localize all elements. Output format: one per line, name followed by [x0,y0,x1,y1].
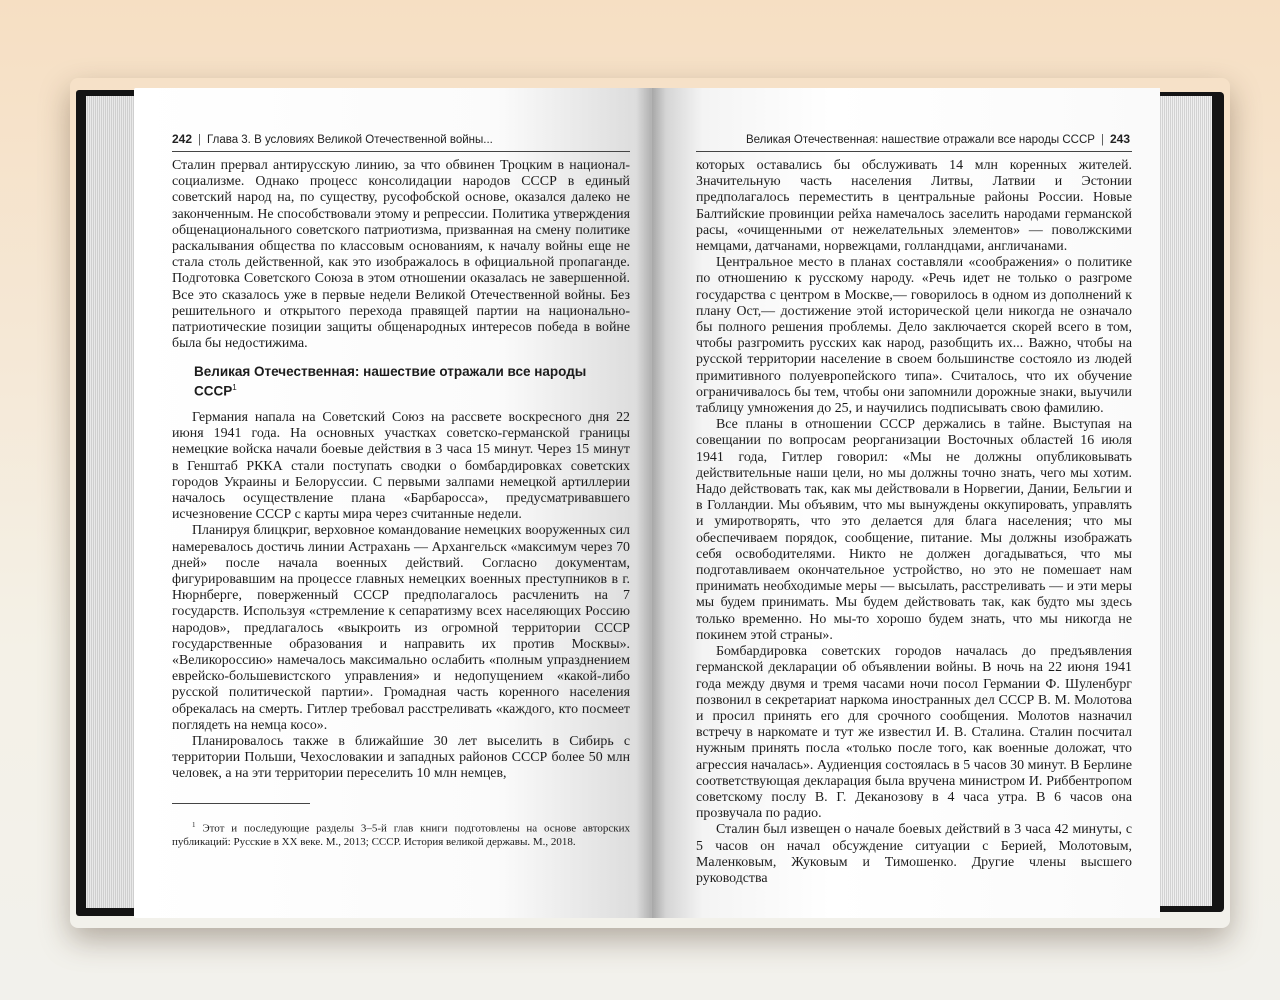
footnote [172,818,630,850]
footnote-mark: 1 [232,383,237,393]
right-header-rule [696,151,1132,152]
left-header-rule [172,151,630,152]
paragraph: Все планы в отношении СССР держались в тайне. Выступая на совещании по вопросам реорганизации Восточных областей 16 июля 1941 года, Гитлер говорил: «Мы не должны опубликовывать действительные наши цели, но мы должны точно знать, чего мы хотим. Надо действовать так, как мы действовали в Норвегии, Дании, Бельгии и в Голландии. Мы объявим, что мы вынуждены оккупировать, управлять и умиротворять, что это делается для блага населения; что мы обеспечиваем порядок, сообщение, питание. Мы должны изображать себя освободителями. Никто не должен догадываться, что мы подготавливаем окончательное устройство, но это не помешает нам принимать необходимые меры — высылать, расстреливать — и эти меры мы будем принимать. Мы будем действовать так, как будто мы здесь только временно. Но мы-то хорошо будем знать, что мы никогда не покинем этой страны». [696,417,1132,643]
right-page-header [746,132,1130,146]
paragraph: которых оставались бы обслуживать 14 млн коренных жителей. Значительную часть населения Литвы, Латвии и Эстонии предполагалось переместить в центральные районы России. Новые Балтийские провинции рейха намечалось заселить народами германской расы, «очищенными от нежелательных элементов» — поволжскими немцами, датчанами, норвежцами, голландцами, англичанами. [696,158,1132,255]
left-page [134,88,654,918]
paragraph: Центральное место в планах составляли «соображения» о политике по отношению к русскому народу. «Речь идет не только о разгроме государства с центром в Москве,— говорилось в одном из дополнений к плану Ост,— достижение этой исторической цели никогда не означало бы полного решения проблемы. Дело заключается скорей всего в том, чтобы разгромить русских как народ, разобщить их... Важно, чтобы на русской территории население в своем большинстве состояло из людей примитивного полуевропейского типа». Считалось, что их обучение ограничивалось бы тем, чтобы они запомнили дорожные знаки, выучили таблицу умножения до 25, и научились подписывать свою фамилию. [696,255,1132,417]
paragraph: Планируя блицкриг, верховное командование немецких вооруженных сил намеревалось достичь линии Астрахань — Архангельск «максимум через 70 дней» после начала военных действий. Согласно документам, фигурировавшим на процессе главных немецких военных преступников в г. Нюрнберге, поверженный СССР предполагалось расчленить на 7 государств. Используя «стремление к сепаратизму всех населяющих Россию народов», предлагалось «выкроить из огромной территории СССР государственные образования и направить их против Москвы». «Великороссию» намечалось максимально ослабить «полным упразднением еврейско-большевистского управления» и недопущением «какой-либо русской политической партии». Громадная часть коренного населения обрекалась на смерть. Гитлер требовал расстреливать «каждого, кто посмеет поглядеть на немца косо». [172,523,630,733]
paragraph: Сталин прервал антирусскую линию, за что обвинен Троцким в национал-социализме. Однако процесс консолидации народов СССР в единый советский народ на, по существу, русофобской основе, оказался далеко не законченным. Не способствовали этому и репрессии. Политика утверждения общенационального советского патриотизма, призванная на смену политике раскалывания общества по классовым основаниям, к началу войны еще не стала столь действенной, как это изображалось в официальной пропаганде. Подготовка Советского Союза в этом отношении оказалась не завершенной. Все это сказалось уже в первые недели Великой Отечественной войны. Без решительного и открытого перехода правящей партии на национально-патриотические позиции защиты общенародных интересов победа в войне была бы недостижима. [172,158,630,352]
right-running-head: Великая Отечественная: нашествие отражали все народы СССР [745,134,1095,146]
paragraph: Бомбардировка советских городов началась до предъявления германской декларации об объявлении войны. В ночь на 22 июня 1941 года между двумя и тремя часами ночи посол Германии Ф. Шуленбург позвонил в секретариат наркома иностранных дел СССР В. М. Молотова и просил принять его для срочного сообщения. Молотов назначил встречу в наркомате и тут же известил И. В. Сталина. Сталин посчитал нужным принять посла «только после того, как военные доложат, что агрессия началась». Аудиенция состоялась в 5 часов 30 минут. В Берлине соответствующая декларация была вручена министром И. Риббентропом советскому послу В. Г. Деканозову в 4 часа утра. В 6 часов она прозвучала по радио. [696,644,1132,822]
section-title [194,364,630,400]
left-running-head: Глава 3. В условиях Великой Отечественной войны... [207,134,493,146]
paragraph: Планировалось также в ближайшие 30 лет выселить в Сибирь с территории Польши, Чехословакии и западных районов СССР более 50 млн человек, а на эти территории переселить 10 млн немцев, [172,734,630,782]
right-page-number: 243 [1109,132,1130,146]
page-edges-left [86,96,138,908]
right-page-body [696,158,1132,887]
footnote-text: Этот и последующие разделы 3–5-й глав книги подготовлены на основе авторских публикаций: Русские в XX веке. М., 2013; СССР. История великой державы. М., 2018. [172,822,630,849]
header-separator: | [1100,134,1104,146]
footnote-rule [172,803,310,804]
left-page-header [172,132,493,146]
header-separator: | [198,134,202,146]
paragraph: Сталин был извещен о начале боевых действий в 3 часа 42 минуты, с 5 часов он начал обсуждение ситуации с Берией, Молотовым, Маленковым, Жуковым и Тимошенко. Другие члены высшего руководства [696,822,1132,886]
left-page-body [172,158,630,849]
left-page-number: 242 [172,132,193,146]
paragraph: Германия напала на Советский Союз на рассвете воскресного дня 22 июня 1941 года. На основных участках советско-германской границы немецкие войска начали боевые действия в 3 часа 15 минут. Через 15 минут в Генштаб РККА стали поступать сводки о бомбардировках советских городов Украины и Белоруссии. С первыми залпами немецкой артиллерии началось осуществление плана «Барбаросса», предусматривавшего исчезновение СССР с карты мира через считанные недели. [172,409,630,523]
section-title-text: Великая Отечественная: нашествие отражали все народы СССР [194,364,587,399]
footnote-number: 1 [192,820,196,829]
right-page [652,88,1160,918]
